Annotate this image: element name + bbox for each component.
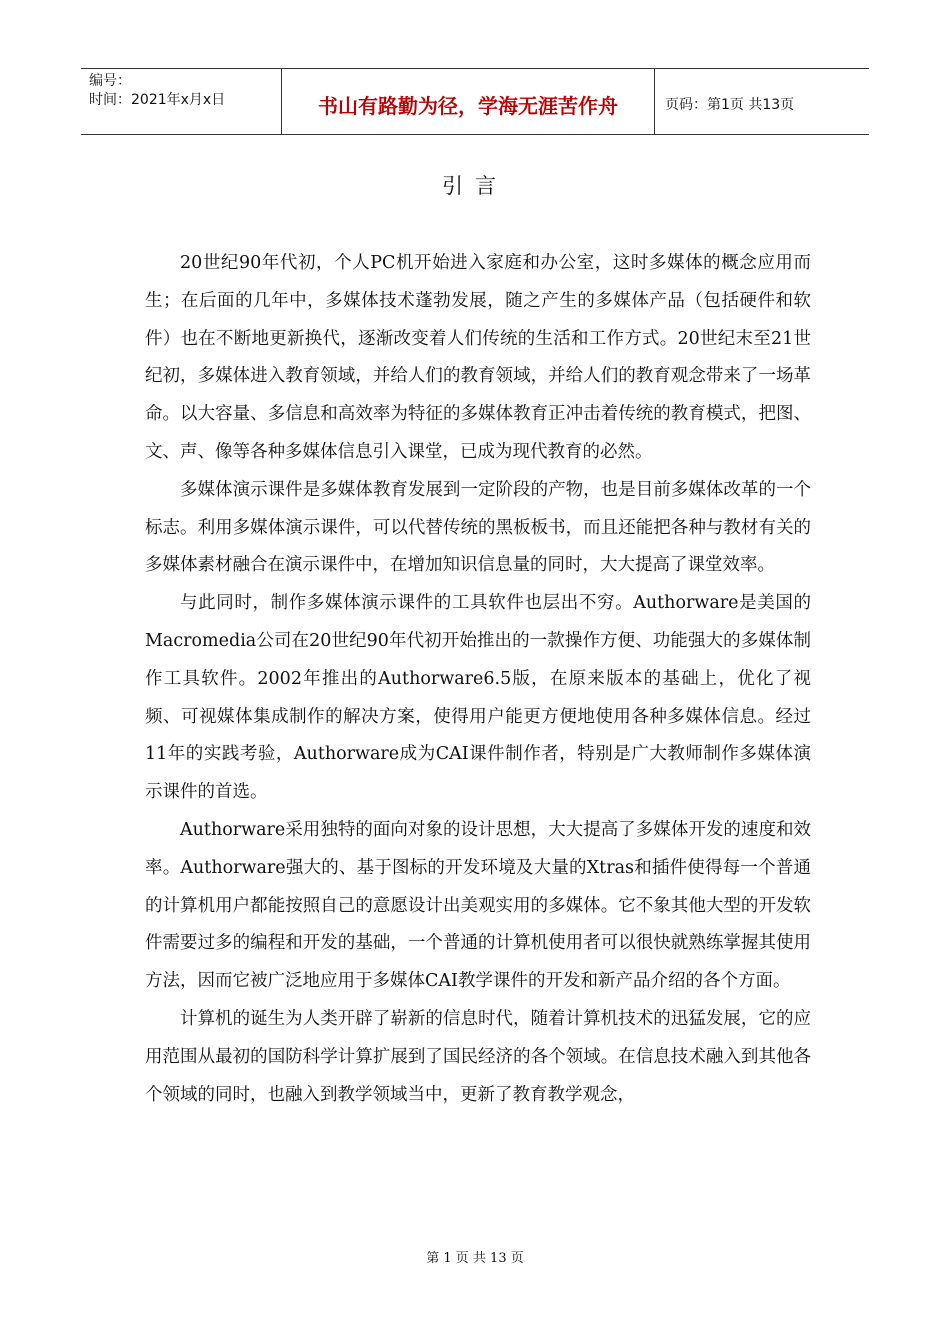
- document-title: 引言: [442, 174, 508, 198]
- page-footer: 第 1 页 共 13 页: [426, 1251, 524, 1266]
- paragraph: 多媒体演示课件是多媒体教育发展到一定阶段的产物，也是目前多媒体改革的一个标志。利用多媒体演示课件，可以代替传统的黑板板书，而且还能把各种与教材有关的多媒体素材融合在演示课件中，在增加知识信息量的同时，大大提高了课堂效率。: [145, 479, 811, 576]
- motto: 书山有路勤为径，学海无涯苦作舟: [281, 69, 655, 134]
- time-label: 时间：2021年x月x日: [89, 92, 226, 108]
- paragraph: 与此同时，制作多媒体演示课件的工具软件也层出不穷。Authorware是美国的Macromedia公司在20世纪90年代初开始推出的一款操作方便、功能强大的多媒体制作工具软件。2002年推出的Authorware6.5版，在原来版本的基础上，优化了视频、可视媒体集成制作的解决方案，使得用户能更方便地使用各种多媒体信息。经过11年的实践考验，Authorware成为CAI课件制作者，特别是广大教师制作多媒体演示课件的首选。: [145, 593, 811, 803]
- number-label: 编号：: [89, 73, 131, 89]
- paragraph: Authorware采用独特的面向对象的设计思想，大大提高了多媒体开发的速度和效率。Authorware强大的、基于图标的开发环境及大量的Xtras和插件使得每一个普通的计算机用户都能按照自己的意愿设计出美观实用的多媒体。它不象其他大型的开发软件需要过多的编程和开发的基础，一个普通的计算机使用者可以很快就熟练掌握其使用方法，因而它被广泛地应用于多媒体CAI教学课件的开发和新产品介绍的各个方面。: [145, 819, 811, 992]
- document-body: [145, 245, 811, 1114]
- page-info: 页码：第1页 共13页: [665, 96, 795, 113]
- paragraph: 计算机的诞生为人类开辟了崭新的信息时代，随着计算机技术的迅猛发展，它的应用范围从最初的国防科学计算扩展到了国民经济的各个领域。在信息技术融入到其他各个领域的同时，也融入到教学领域当中，更新了教育教学观念，: [145, 1008, 811, 1105]
- paragraph: 20世纪90年代初，个人PC机开始进入家庭和办公室，这时多媒体的概念应用而生；在后面的几年中，多媒体技术蓬勃发展，随之产生的多媒体产品（包括硬件和软件）也在不断地更新换代，逐渐改变着人们传统的生活和工作方式。20世纪末至21世纪初，多媒体进入教育领域，并给人们的教育领域，并给人们的教育观念带来了一场革命。以大容量、多信息和高效率为特征的多媒体教育正冲击着传统的教育模式，把图、文、声、像等各种多媒体信息引入课堂，已成为现代教育的必然。: [145, 253, 811, 462]
- header-table: [81, 68, 869, 135]
- header-left-cell: [81, 69, 281, 134]
